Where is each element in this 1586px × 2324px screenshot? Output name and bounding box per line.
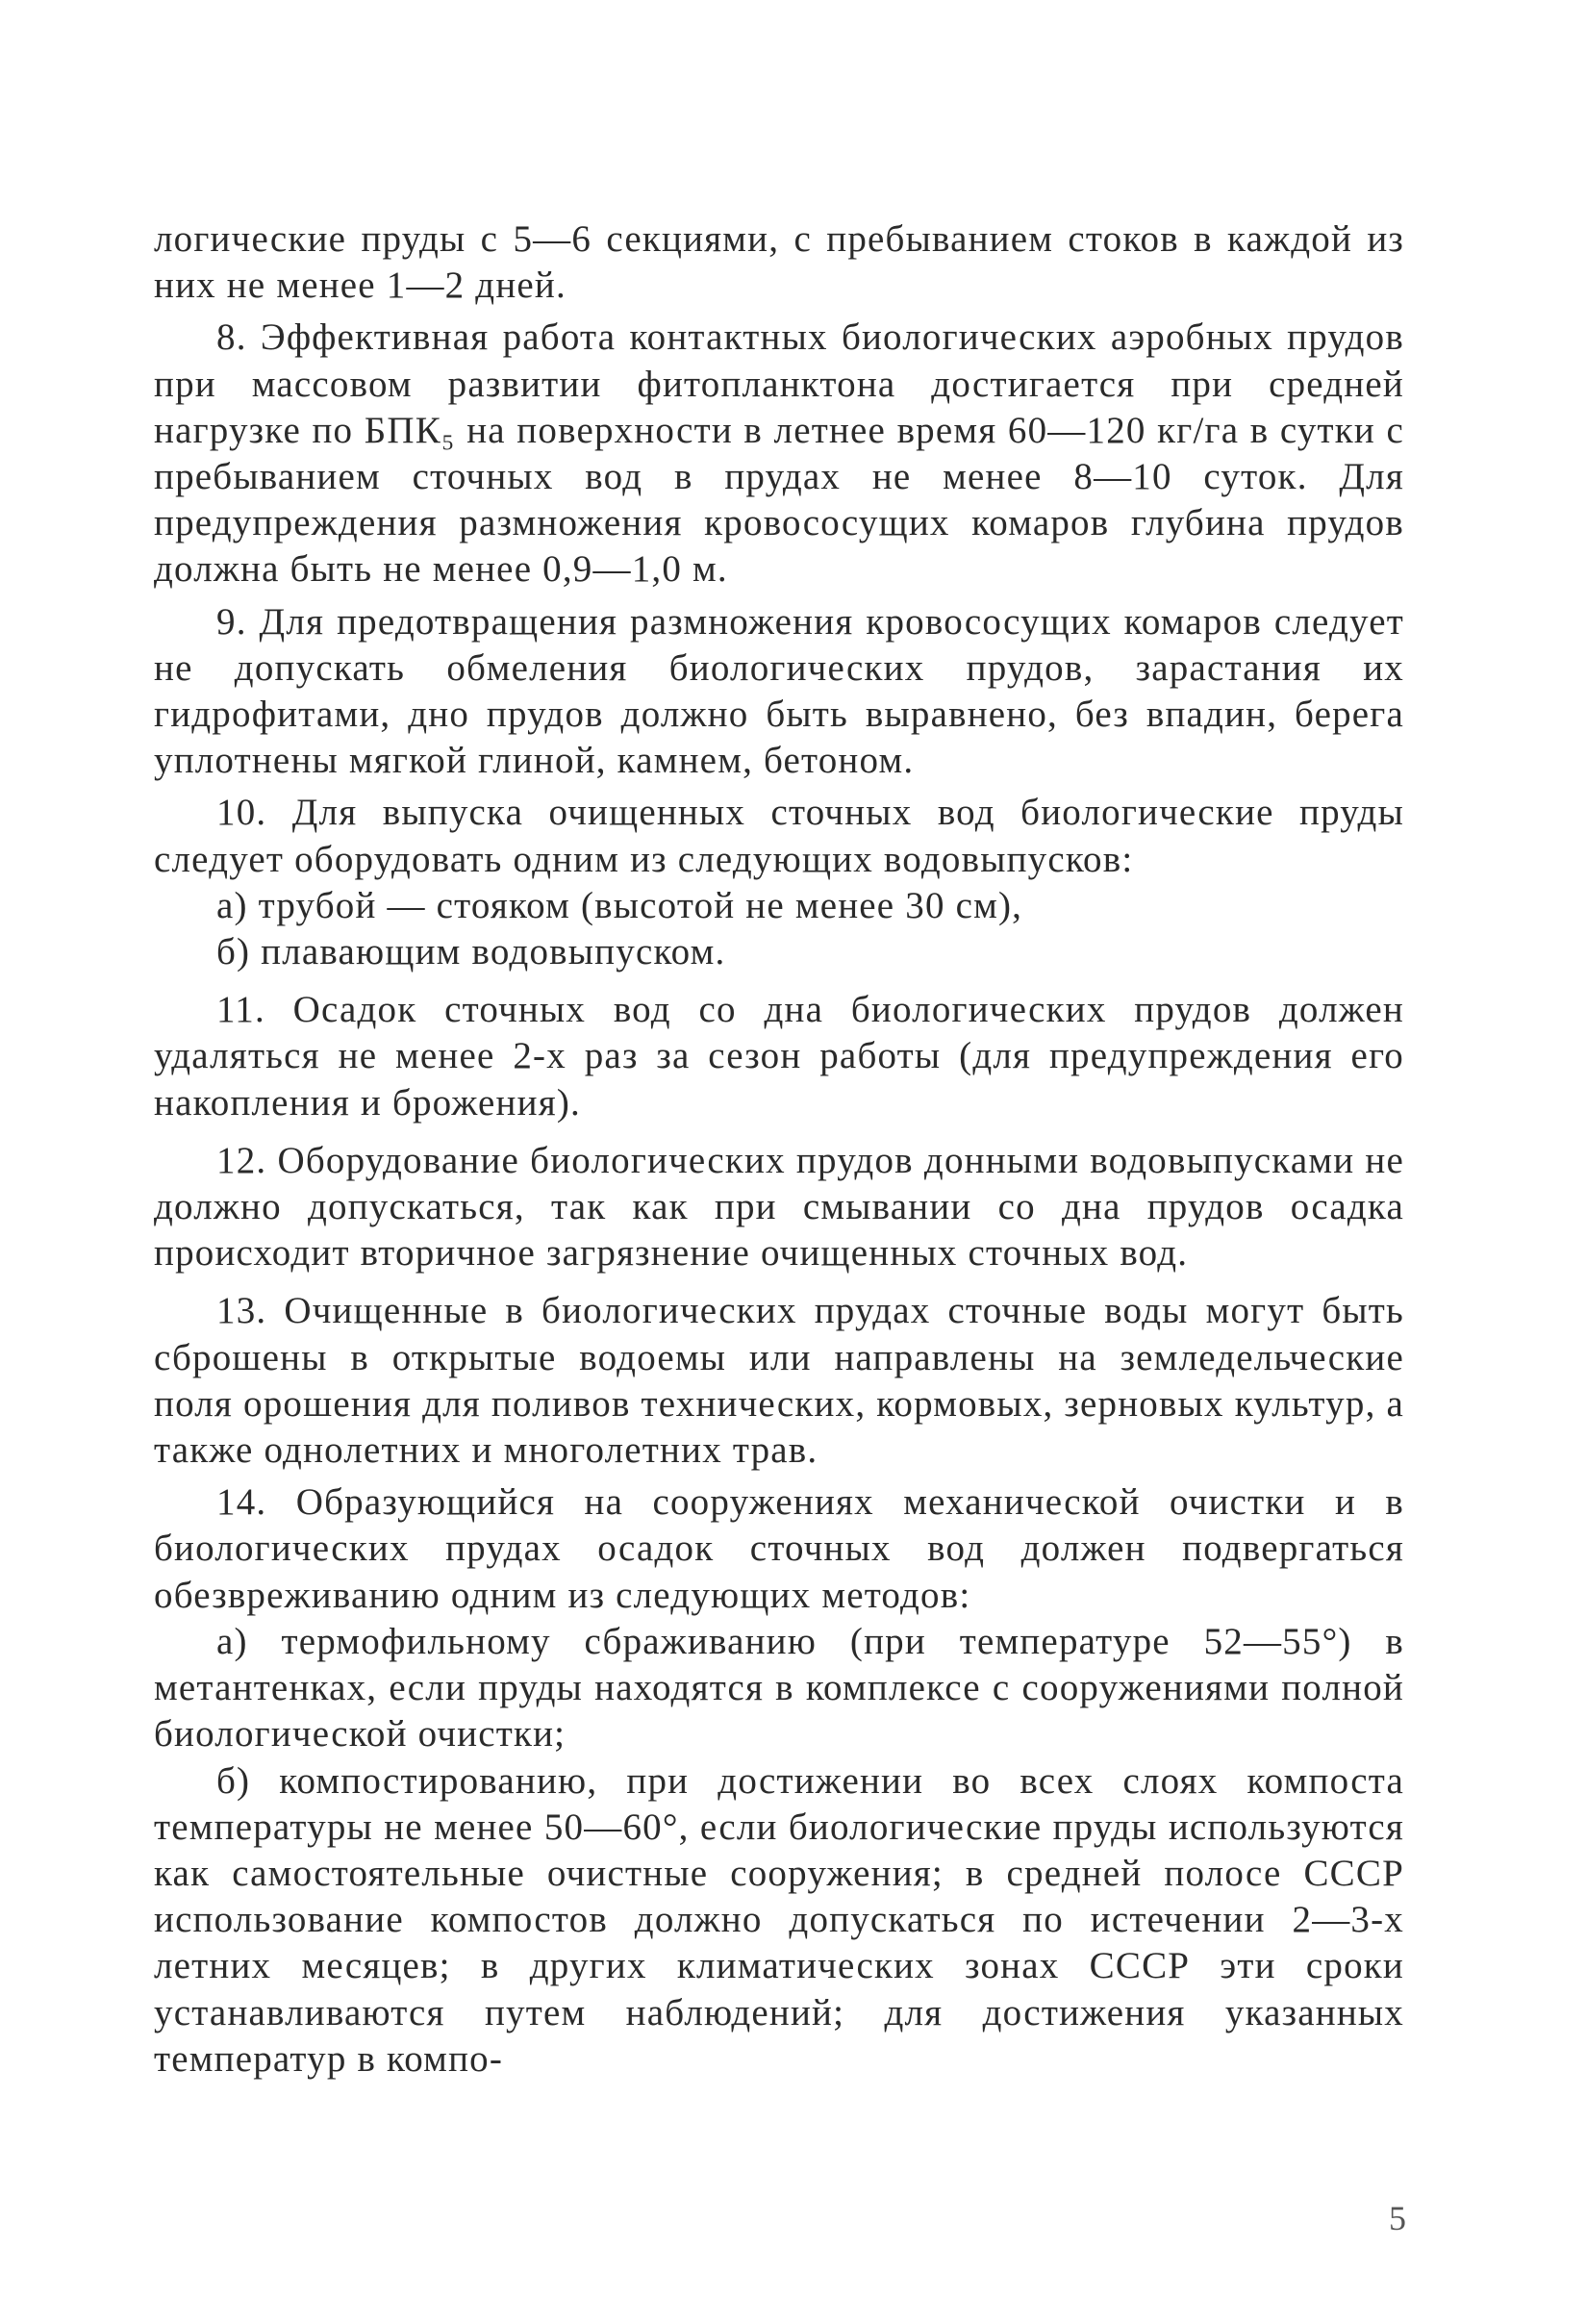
paragraph-10: 10. Для выпуска очищенных сточных вод биологические пруды следует оборудовать одним из следующих водовыпусков: — [154, 792, 1404, 880]
paragraph-9: 9. Для предотвращения размножения кровососущих комаров следует не допускать обмеления биологических прудов, зарастания их гидрофитами, дно прудов должно быть выравнено, без впадин, берега уплотнены мягкой глиной, камнем, бетоном. — [154, 600, 1404, 782]
paragraph-12: 12. Оборудование биологических прудов донными водовыпусками не должно допускаться, так как при смывании со дна прудов осадка происходит вторичное загрязнение очищенных сточных вод. — [154, 1139, 1404, 1275]
paragraph-10-item-a: а) трубой — стояком (высотой не менее 30 см), — [216, 884, 1023, 926]
paragraph-14-item-a: а) термофильному сбраживанию (при температуре 52—55°) в метантенках, если пруды находятся в комплексе с сооружениями полной биологической очистки; — [154, 1620, 1404, 1756]
paragraph-13: 13. Очищенные в биологических прудах сточные воды могут быть сброшены в открытые водоемы или направлены на земледельческие поля орошения для поливов технических, кормовых, зерновых культур, а также однолетних и многолетних трав. — [154, 1290, 1404, 1472]
paragraph-11: 11. Осадок сточных вод со дна биологических прудов должен удаляться не менее 2-х раз за сезон работы (для предупреждения его накопления и брожения). — [154, 989, 1404, 1124]
paragraph-14: 14. Образующийся на сооружениях механической очистки и в биологических прудах осадок сточных вод должен подвергаться обезвреживанию одним из следующих методов: — [154, 1481, 1404, 1616]
paragraph-continuation: логические пруды с 5—6 секциями, с пребыванием стоков в каждой из них не менее 1—2 дней. — [154, 218, 1404, 307]
page-number: 5 — [1389, 2199, 1406, 2237]
paragraph-8: 8. Эффективная работа контактных биологических аэробных прудов при массовом развитии фитопланктона достигается при средней нагрузке по БПК₅ на поверхности в летнее время 60—120 кг/га в сутки с пребыванием сточных вод в прудах не менее 8—10 суток. Для предупреждения размножения кровососущих комаров глубина прудов должна быть не менее 0,9—1,0 м. — [154, 316, 1404, 591]
paragraph-10-item-b: б) плавающим водовыпуском. — [216, 931, 726, 973]
paragraph-14-item-b: б) компостированию, при достижении во всех слоях компоста температуры не менее 50—60°, если биологические пруды используются как самостоятельные очистные сооружения; в средней полосе СССР использование компостов должно допускаться по истечении 2—3-х летних месяцев; в других климатических зонах СССР эти сроки устанавливаются путем наблюдений; для достижения указанных температур в компо- — [154, 1759, 1404, 2080]
body-text — [154, 216, 1404, 2083]
